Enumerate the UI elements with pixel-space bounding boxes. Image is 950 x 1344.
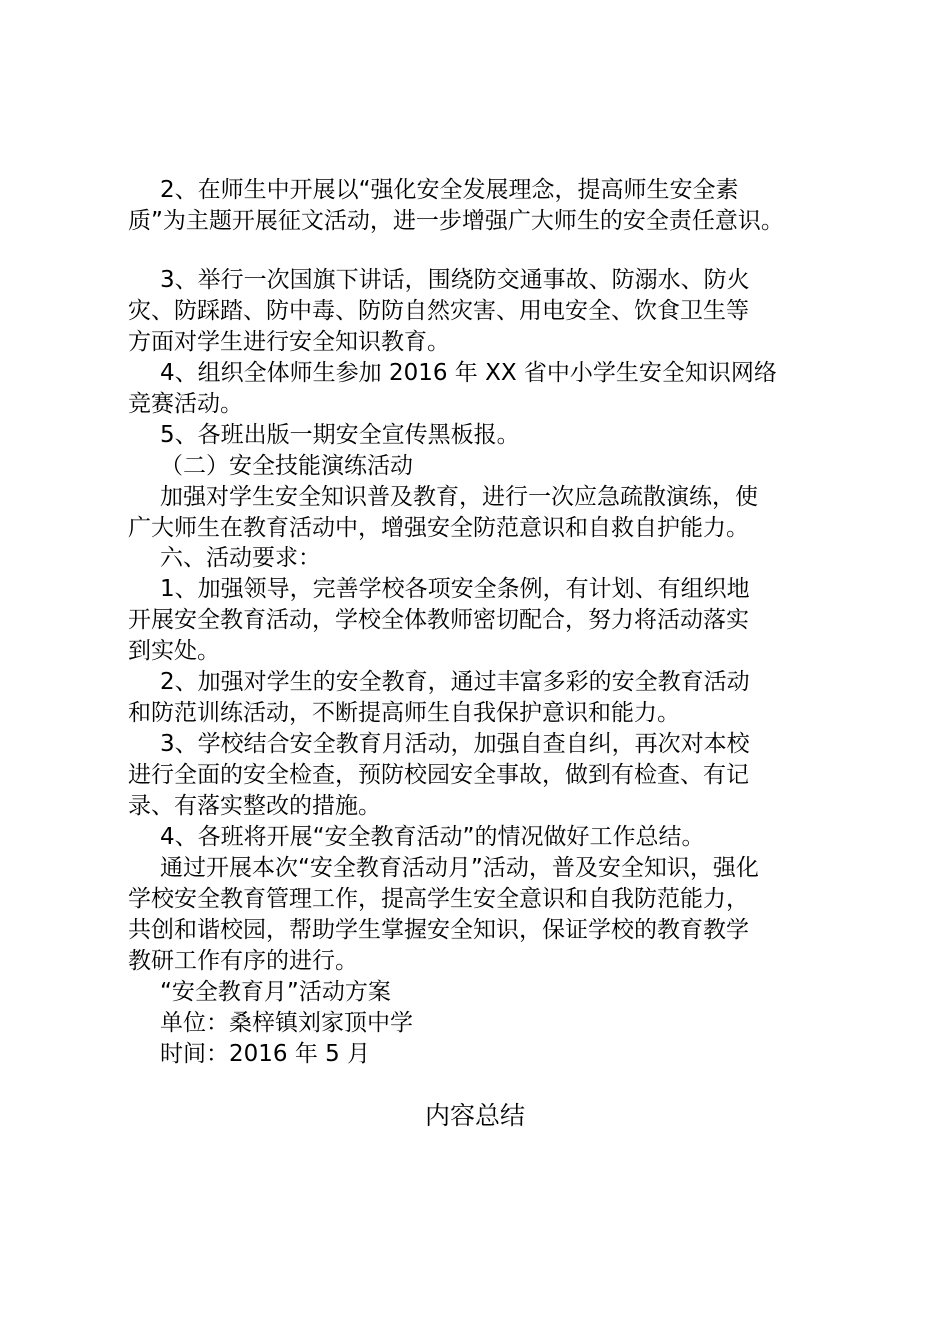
paragraph-line: 到实处。 xyxy=(128,638,220,664)
paragraph-line: 1、加强领导，完善学校各项安全条例，有计划、有组织地 xyxy=(160,576,750,602)
paragraph-line: 教研工作有序的进行。 xyxy=(128,948,358,974)
paragraph-line: 3、学校结合安全教育月活动，加强自查自纠，再次对本校 xyxy=(160,731,750,757)
paragraph-line: 录、有落实整改的措施。 xyxy=(128,793,381,819)
paragraph-line: 广大师生在教育活动中，增强安全防范意识和自救自护能力。 xyxy=(128,515,749,541)
paragraph-line: 5、各班出版一期安全宣传黑板报。 xyxy=(160,422,520,448)
paragraph-line: 学校安全教育管理工作，提高学生安全意识和自我防范能力， xyxy=(128,886,749,912)
paragraph-line: 4、各班将开展“安全教育活动”的情况做好工作总结。 xyxy=(160,824,705,850)
paragraph-line: 质”为主题开展征文活动，进一步增强广大师生的安全责任意识。 xyxy=(128,208,784,234)
section-heading: 六、活动要求： xyxy=(160,545,321,571)
paragraph-line: 竞赛活动。 xyxy=(128,391,243,417)
paragraph-line: 通过开展本次“安全教育活动月”活动，普及安全知识，强化 xyxy=(160,855,759,881)
summary-title: 内容总结 xyxy=(424,1101,525,1130)
plan-title: “安全教育月”活动方案 xyxy=(160,979,391,1005)
paragraph-line: 4、组织全体师生参加 2016 年 XX 省中小学生安全知识网络 xyxy=(160,360,777,386)
paragraph-line: 加强对学生安全知识普及教育，进行一次应急疏散演练，使 xyxy=(160,484,758,510)
paragraph-line: 进行全面的安全检查，预防校园安全事故，做到有检查、有记 xyxy=(128,762,749,788)
paragraph-line: 共创和谐校园，帮助学生掌握安全知识，保证学校的教育教学 xyxy=(128,917,749,943)
paragraph-line: 灾、防踩踏、防中毒、防防自然灾害、用电安全、饮食卫生等 xyxy=(128,298,749,324)
date-line: 时间：2016 年 5 月 xyxy=(160,1041,371,1067)
paragraph-line: 方面对学生进行安全知识教育。 xyxy=(128,329,450,355)
section-heading: （二）安全技能演练活动 xyxy=(160,453,413,479)
paragraph-line: 3、举行一次国旗下讲话，围绕防交通事故、防溺水、防火 xyxy=(160,267,750,293)
paragraph-line: 2、在师生中开展以“强化安全发展理念，提高师生安全素 xyxy=(160,177,739,203)
paragraph-line: 和防范训练活动，不断提高师生自我保护意识和能力。 xyxy=(128,700,680,726)
paragraph-line: 开展安全教育活动，学校全体教师密切配合，努力将活动落实 xyxy=(128,607,749,633)
paragraph-line: 2、加强对学生的安全教育，通过丰富多彩的安全教育活动 xyxy=(160,669,750,695)
unit-line: 单位：桑梓镇刘家顶中学 xyxy=(160,1010,413,1036)
